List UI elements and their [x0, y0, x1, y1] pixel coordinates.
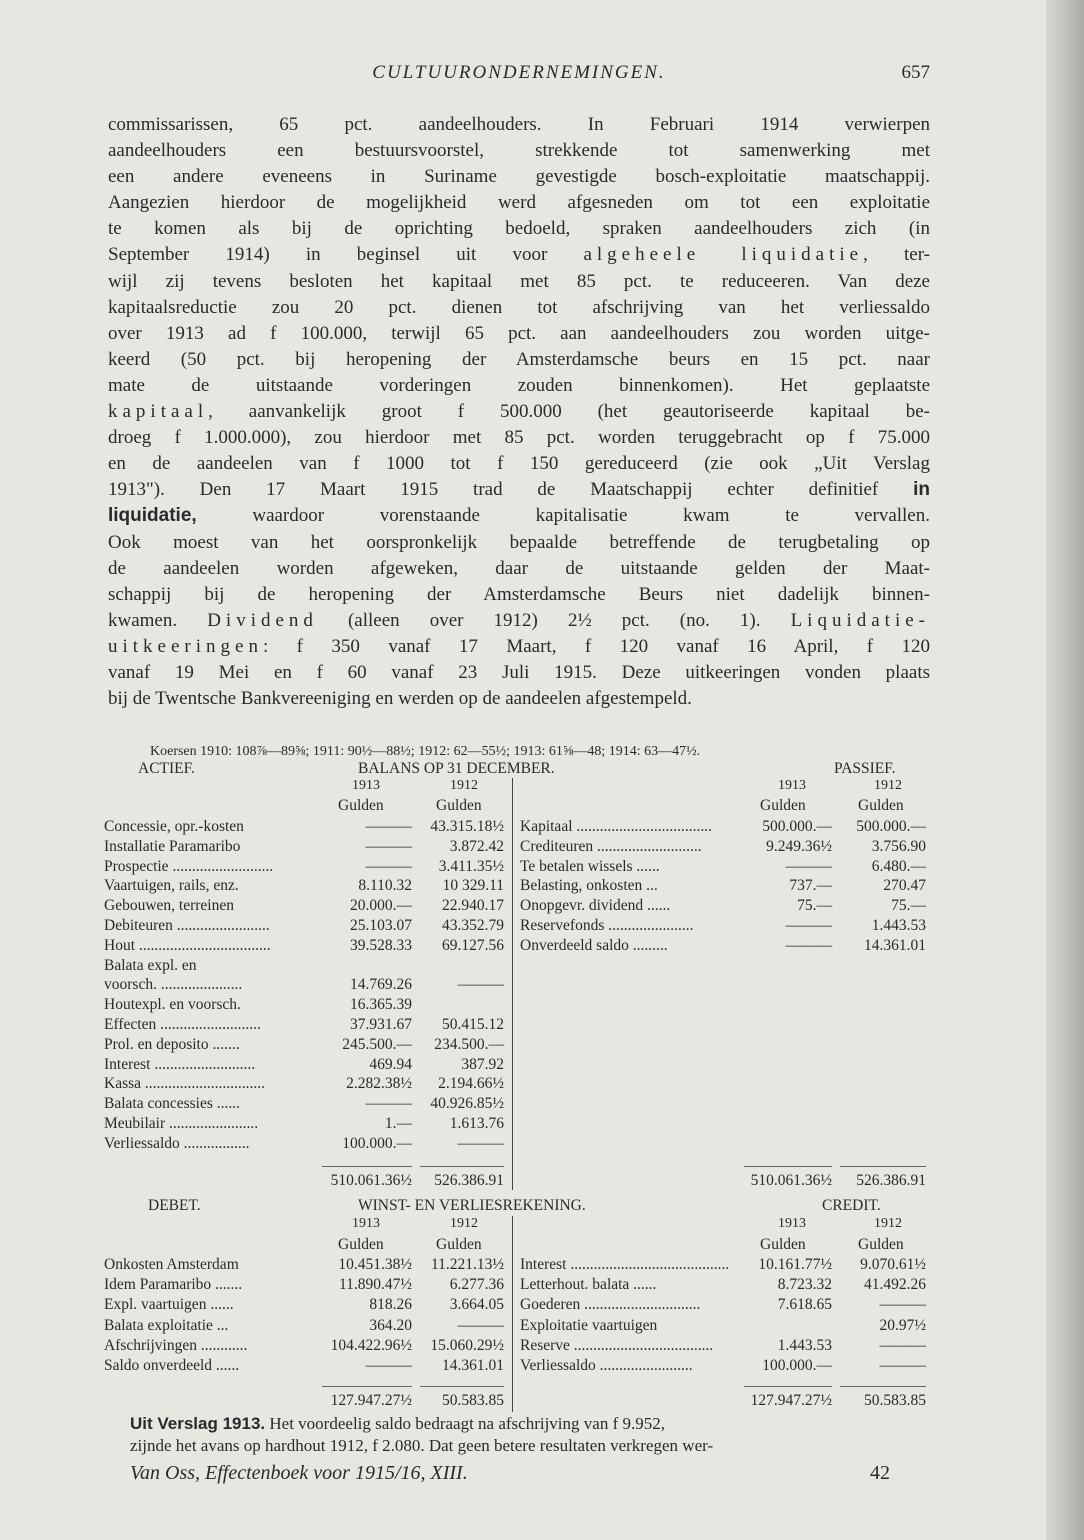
- debet-row-label: Expl. vaartuigen ......: [104, 1296, 234, 1314]
- paragraph-line: bij de Twentsche Bankvereeniging en werden op de aandeelen afgestempeld.: [108, 688, 692, 710]
- actief-row-value-1913: ———: [365, 1095, 412, 1113]
- page-edge: [1046, 0, 1084, 1540]
- actief-row-value-1913: 14.769.26: [350, 976, 412, 994]
- actief-row-label: Prospectie ..........................: [104, 857, 274, 875]
- passief-row-value-1912: 14.361.01: [864, 936, 926, 954]
- unit-gulden: Gulden: [858, 797, 904, 814]
- paragraph-line: kapitaal, aanvankelijk groot f 500.000 (het geautoriseerde kapitaal be-: [108, 401, 930, 423]
- actief-row-value-1912: 43.352.79: [442, 917, 504, 934]
- total-passief-1913: 510.061.36½: [750, 1172, 832, 1189]
- actief-row-label: Balata concessies ......: [104, 1095, 241, 1113]
- actief-row-value-1912: [400, 957, 504, 977]
- credit-row-value-1913: 100.000.—: [762, 1357, 832, 1374]
- actief-row-label: Verliessaldo .................: [104, 1134, 250, 1152]
- passief-row-label: Onopgevr. dividend ......: [520, 897, 671, 915]
- total-actief-1913: 510.061.36½: [330, 1172, 412, 1189]
- actief-row-value-1913: 245.500.—: [342, 1035, 412, 1053]
- credit-row-label: Exploitatie vaartuigen: [520, 1316, 658, 1334]
- credit-row-label: Letterhout. balata ......: [520, 1276, 657, 1294]
- passief-row-value-1912: 75.—: [891, 897, 926, 915]
- credit-row-value-1912: ———: [879, 1296, 926, 1314]
- paragraph-line: en de aandeelen van f 1000 tot f 150 gereduceerd (zie ook „Uit Verslag: [108, 453, 930, 475]
- paragraph-line: uitkeeringen: f 350 vanaf 17 Maart, f 120 vanaf 16 April, f 120: [108, 635, 930, 657]
- actief-row-label: Prol. en deposito .......: [104, 1035, 240, 1053]
- actief-row-label: Debiteuren ........................: [104, 917, 270, 934]
- actief-row-value-1912: 234.500.—: [434, 1035, 504, 1053]
- credit-row-value-1912: 9.070.61½: [860, 1256, 926, 1273]
- year-1913: 1913: [352, 778, 380, 793]
- passief-row-value-1912: 6.480.—: [871, 857, 926, 875]
- year-1912: 1912: [874, 778, 902, 793]
- footer-line-2: zijnde het avans op hardhout 1912, f 2.080. Dat geen betere resultaten verkregen wer-: [130, 1436, 714, 1455]
- year-1912: 1912: [450, 778, 478, 793]
- actief-row-value-1913: 25.103.07: [350, 917, 412, 934]
- actief-row-label: voorsch. .....................: [104, 976, 243, 994]
- paragraph-line: over 1913 ad f 100.000, terwijl 65 pct. aan aandeelhouders zou worden uitge-: [108, 322, 930, 344]
- actief-row-label: Houtexpl. en voorsch.: [104, 996, 241, 1014]
- unit-gulden: Gulden: [436, 1236, 482, 1253]
- paragraph-line: 1913"). Den 17 Maart 1915 trad de Maatschappij echter definitief in: [108, 479, 930, 501]
- credit-row-value-1912: ———: [879, 1357, 926, 1374]
- passief-row-value-1913: 500.000.—: [762, 818, 832, 835]
- actief-row-value-1912: 50.415.12: [442, 1016, 504, 1033]
- paragraph-line: keerd (50 pct. bij heropening der Amsterdamsche beurs en 15 pct. naar: [108, 348, 930, 370]
- paragraph-line: aandeelhouders een bestuursvoorstel, strekkende tot samenwerking met: [108, 140, 930, 162]
- actief-row-value-1913: 20.000.—: [350, 897, 412, 915]
- unit-gulden: Gulden: [338, 1236, 384, 1253]
- paragraph-line: vanaf 19 Mei en f 60 vanaf 23 Juli 1915. Deze uitkeeringen vonden plaats: [108, 661, 930, 683]
- paragraph-line: September 1914) in beginsel uit voor algeheele liquidatie, ter-: [108, 244, 930, 266]
- paragraph-line: commissarissen, 65 pct. aandeelhouders. In Februari 1914 verwierpen: [108, 114, 930, 135]
- actief-row-label: Vaartuigen, rails, enz.: [104, 877, 239, 895]
- credit-row-value-1913: 1.443.53: [777, 1336, 832, 1354]
- passief-row-value-1912: 3.756.90: [871, 837, 926, 855]
- footer-lead: Uit Verslag 1913.: [130, 1414, 266, 1433]
- debet-row-value-1913: 10.451.38½: [338, 1256, 412, 1273]
- actief-row-value-1913: 2.282.38½: [346, 1075, 412, 1093]
- credit-row-value-1913: 10.161.77½: [758, 1256, 832, 1273]
- koersen-line: Koersen 1910: 108⅞—89⅝; 1911: 90½—88½; 1912: 62—55½; 1913: 61⅝—48; 1914: 63—47½.: [150, 744, 701, 759]
- debet-row-value-1913: 11.890.47½: [338, 1276, 412, 1294]
- debet-row-value-1913: 818.26: [369, 1296, 412, 1314]
- total-rule: [420, 1386, 504, 1387]
- paragraph-line: liquidatie, waardoor vorenstaande kapitalisatie kwam te vervallen.: [108, 505, 930, 527]
- credit-row-label: Goederen ..............................: [520, 1296, 701, 1314]
- running-title: CULTUURONDERNEMINGEN.: [372, 62, 666, 83]
- total-credit-1913: 127.947.27½: [750, 1392, 832, 1409]
- paragraph-line: Ook moest van het oorspronkelijk bepaalde betreffende de terugbetaling op: [108, 531, 930, 553]
- actief-row-value-1913: 39.528.33: [350, 936, 412, 954]
- passief-row-label: Onverdeeld saldo .........: [520, 936, 668, 954]
- total-rule: [840, 1386, 926, 1387]
- actief-row-value-1912: 2.194.66½: [438, 1075, 504, 1093]
- actief-row-value-1912: 3.872.42: [449, 837, 504, 855]
- actief-row-value-1913: ———: [365, 857, 412, 875]
- credit-row-value-1913: 8.723.32: [777, 1276, 832, 1294]
- actief-row-value-1912: 22.940.17: [442, 897, 504, 915]
- signature-text: Van Oss, Effectenboek voor 1915/16, XIII.: [130, 1462, 468, 1484]
- debet-row-label: Saldo onverdeeld ......: [104, 1357, 240, 1374]
- winst-title: WINST- EN VERLIESREKENING.: [358, 1197, 586, 1214]
- total-debet-1912: 50.583.85: [442, 1392, 504, 1409]
- credit-row-value-1912: ———: [879, 1336, 926, 1354]
- passief-row-label: Te betalen wissels ......: [520, 857, 660, 875]
- passief-row-value-1913: ———: [785, 917, 832, 934]
- running-head: [108, 62, 930, 92]
- page-number: 657: [901, 62, 930, 83]
- debet-row-value-1912: 11.221.13½: [430, 1256, 504, 1273]
- passief-row-value-1913: ———: [785, 936, 832, 954]
- paragraph-line: droeg f 1.000.000), zou hierdoor met 85 pct. worden teruggebracht op f 75.000: [108, 427, 930, 449]
- paragraph-line: te komen als bij de oprichting bedoeld, spraken aandeelhouders zich (in: [108, 218, 930, 240]
- actief-row-value-1913: 8.110.32: [358, 877, 412, 895]
- debet-row-value-1913: 364.20: [369, 1316, 412, 1334]
- footer-note: [130, 1414, 930, 1458]
- actief-row-value-1912: 69.127.56: [442, 936, 504, 954]
- total-rule: [840, 1166, 926, 1167]
- credit-row-label: Verliessaldo ........................: [520, 1357, 693, 1374]
- actief-row-label: Balata expl. en: [104, 956, 197, 974]
- paragraph-line: de aandeelen worden afgeweken, daar de uitstaande gelden der Maat-: [108, 557, 930, 579]
- passief-row-value-1912: 270.47: [883, 877, 926, 895]
- actief-row-value-1912: 3.411.35½: [438, 857, 504, 875]
- actief-row-value-1913: 37.931.67: [350, 1016, 412, 1033]
- actief-row-value-1913: 100.000.—: [342, 1134, 412, 1152]
- actief-row-label: Hout ..................................: [104, 936, 271, 954]
- actief-row-label: Meubilair .......................: [104, 1115, 259, 1132]
- debet-row-value-1912: 6.277.36: [449, 1276, 504, 1294]
- total-rule: [744, 1166, 832, 1167]
- actief-heading: ACTIEF.: [138, 760, 195, 777]
- debet-row-label: Onkosten Amsterdam: [104, 1256, 239, 1273]
- paragraph-line: schappij bij de heropening der Amsterdamsche Beurs niet dadelijk binnen-: [108, 583, 930, 605]
- credit-row-value-1913: [718, 1317, 832, 1337]
- actief-row-value-1912: 40.926.85½: [430, 1095, 504, 1113]
- debet-row-label: Idem Paramaribo .......: [104, 1276, 243, 1294]
- actief-row-value-1912: ———: [457, 1134, 504, 1152]
- total-rule: [420, 1166, 504, 1167]
- passief-row-label: Crediteuren ...........................: [520, 837, 702, 855]
- paragraph-line: wijl zij tevens besloten het kapitaal met 85 pct. te reduceeren. Van deze: [108, 270, 930, 292]
- actief-row-label: Gebouwen, terreinen: [104, 897, 234, 915]
- actief-row-value-1913: ———: [365, 818, 412, 835]
- passief-heading: PASSIEF.: [834, 760, 896, 777]
- actief-row-value-1913: 16.365.39: [350, 996, 412, 1014]
- actief-row-value-1912: 387.92: [461, 1055, 504, 1073]
- year-1912: 1912: [874, 1216, 902, 1231]
- paragraph-line: een andere eveneens in Suriname gevestigde bosch-exploitatie maatschappij.: [108, 166, 930, 188]
- credit-row-label: Reserve ....................................: [520, 1336, 714, 1354]
- debet-heading: DEBET.: [148, 1197, 201, 1214]
- actief-row-value-1913: [300, 957, 412, 977]
- credit-heading: CREDIT.: [822, 1197, 881, 1214]
- total-rule: [744, 1386, 832, 1387]
- actief-row-label: Kassa ...............................: [104, 1075, 266, 1093]
- unit-gulden: Gulden: [760, 797, 806, 814]
- actief-row-label: Installatie Paramaribo: [104, 837, 241, 855]
- sheet-number: 42: [870, 1462, 890, 1484]
- actief-row-value-1912: 10 329.11: [442, 877, 504, 895]
- unit-gulden: Gulden: [760, 1236, 806, 1253]
- passief-row-value-1912: 1.443.53: [871, 917, 926, 934]
- footer-line-1: Het voordeelig saldo bedraagt na afschrijving van f 9.952,: [269, 1414, 665, 1433]
- credit-row-value-1912: 41.492.26: [864, 1276, 926, 1294]
- balans-title: BALANS OP 31 DECEMBER.: [358, 760, 555, 777]
- paragraph-line: mate de uitstaande vorderingen zouden binnenkomen). Het geplaatste: [108, 374, 930, 396]
- passief-row-label: Belasting, onkosten ...: [520, 877, 658, 895]
- credit-row-label: Interest .........................................: [520, 1256, 730, 1273]
- actief-row-value-1912: ———: [457, 976, 504, 994]
- credit-row-value-1912: 20.97½: [879, 1316, 926, 1334]
- unit-gulden: Gulden: [858, 1236, 904, 1253]
- year-1913: 1913: [778, 778, 806, 793]
- paragraph-line: Aangezien hierdoor de mogelijkheid werd afgesneden om tot een exploitatie: [108, 192, 930, 214]
- actief-row-value-1912: [400, 996, 504, 1016]
- passief-row-value-1913: 75.—: [797, 897, 832, 915]
- passief-row-value-1913: 737.—: [789, 877, 832, 895]
- paragraph-line: kwamen. Dividend (alleen over 1912) 2½ pct. (no. 1). Liquidatie-: [108, 609, 930, 631]
- actief-row-value-1912: 43.315.18½: [430, 818, 504, 835]
- debet-row-value-1913: ———: [365, 1357, 412, 1374]
- total-actief-1912: 526.386.91: [434, 1172, 504, 1189]
- debet-row-value-1912: 3.664.05: [449, 1296, 504, 1314]
- paragraph-line: kapitaalsreductie zou 20 pct. dienen tot afschrijving van het verliessaldo: [108, 296, 930, 318]
- debet-row-value-1912: 15.060.29½: [430, 1336, 504, 1354]
- total-rule: [322, 1166, 412, 1167]
- total-credit-1912: 50.583.85: [864, 1392, 926, 1409]
- column-divider: [512, 778, 513, 1190]
- actief-row-value-1913: 469.94: [369, 1055, 412, 1073]
- year-1913: 1913: [352, 1216, 380, 1231]
- actief-row-label: Effecten ..........................: [104, 1016, 261, 1033]
- actief-row-value-1913: 1.—: [384, 1115, 412, 1132]
- actief-row-label: Interest ..........................: [104, 1055, 256, 1073]
- total-passief-1912: 526.386.91: [856, 1172, 926, 1189]
- debet-row-value-1912: ———: [457, 1316, 504, 1334]
- actief-row-value-1913: ———: [365, 837, 412, 855]
- year-1912: 1912: [450, 1216, 478, 1231]
- credit-row-value-1913: 7.618.65: [777, 1296, 832, 1314]
- unit-gulden: Gulden: [338, 797, 384, 814]
- passief-row-value-1913: ———: [785, 857, 832, 875]
- debet-row-value-1912: 14.361.01: [442, 1357, 504, 1374]
- passief-row-value-1913: 9.249.36½: [766, 837, 832, 855]
- debet-row-label: Balata exploitatie ...: [104, 1316, 229, 1334]
- passief-row-label: Kapitaal ...................................: [520, 818, 713, 835]
- signature-line: [130, 1462, 890, 1485]
- debet-row-label: Afschrijvingen ............: [104, 1336, 248, 1354]
- debet-row-value-1913: 104.422.96½: [330, 1336, 412, 1354]
- actief-row-value-1912: 1.613.76: [449, 1115, 504, 1132]
- total-rule: [322, 1386, 412, 1387]
- passief-row-value-1912: 500.000.—: [856, 818, 926, 835]
- unit-gulden: Gulden: [436, 797, 482, 814]
- body-paragraph: [108, 112, 930, 712]
- year-1913: 1913: [778, 1216, 806, 1231]
- column-divider: [512, 1216, 513, 1412]
- total-debet-1913: 127.947.27½: [330, 1392, 412, 1409]
- passief-row-label: Reservefonds ......................: [520, 917, 694, 934]
- actief-row-label: Concessie, opr.-kosten: [104, 818, 244, 835]
